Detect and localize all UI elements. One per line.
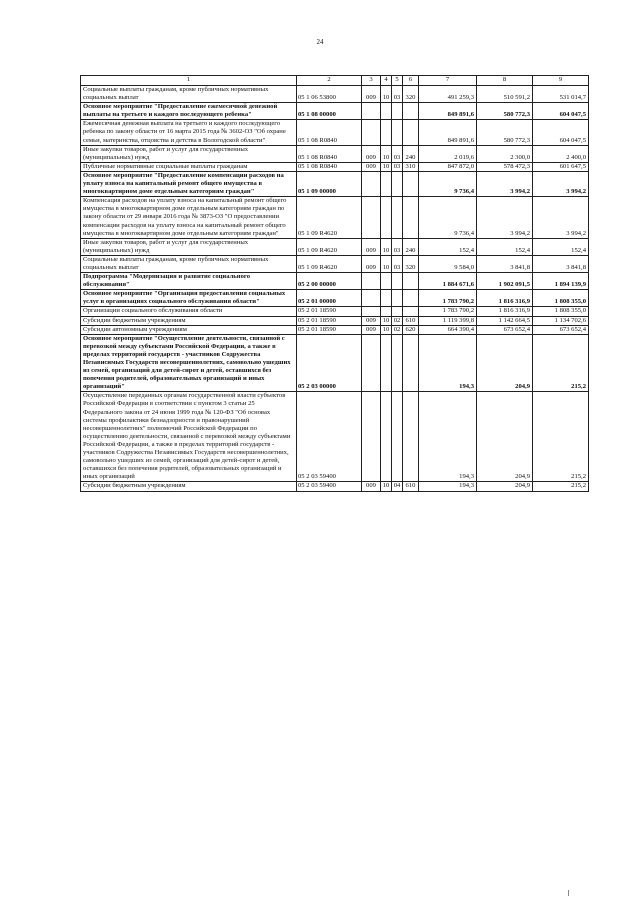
row-year1-cell: 1 884 671,6	[419, 273, 477, 290]
row-year3-cell: 604 047,5	[533, 120, 589, 145]
row-year1-cell: 664 390,4	[419, 325, 477, 334]
row-rz-cell: 10	[381, 238, 392, 255]
row-csr-cell: 05 2 00 00000	[297, 273, 362, 290]
row-name-cell: Основное мероприятие "Предоставление компенсации расходов на уплату взноса на капитальный ремонт общего имущества в многоквартирном доме отдельным категориям граждан"	[81, 171, 297, 196]
row-year1-cell: 1 119 399,8	[419, 316, 477, 325]
table-row	[81, 392, 589, 482]
row-grbs-cell: 009	[362, 482, 381, 491]
row-year2-cell: 580 772,3	[477, 103, 533, 120]
header-cell: 5	[392, 76, 403, 86]
row-year3-cell: 673 652,4	[533, 325, 589, 334]
row-year1-cell: 9 736,4	[419, 197, 477, 238]
row-vr-cell: 620	[403, 325, 419, 334]
row-vr-cell	[403, 273, 419, 290]
row-pr-cell	[392, 171, 403, 196]
row-vr-cell	[403, 103, 419, 120]
row-csr-cell: 05 1 09 00000	[297, 171, 362, 196]
row-year2-cell: 578 472,3	[477, 162, 533, 171]
row-year3-cell: 601 647,5	[533, 162, 589, 171]
table-row	[81, 255, 589, 272]
row-csr-cell: 05 2 03 59400	[297, 392, 362, 482]
row-pr-cell: 02	[392, 316, 403, 325]
row-csr-cell: 05 1 09 R4620	[297, 255, 362, 272]
row-rz-cell	[381, 197, 392, 238]
table-row	[81, 197, 589, 238]
row-year2-cell: 1 142 664,5	[477, 316, 533, 325]
row-pr-cell: 02	[392, 325, 403, 334]
row-csr-cell: 05 1 06 53800	[297, 86, 362, 103]
table-row	[81, 238, 589, 255]
row-year2-cell: 204,9	[477, 392, 533, 482]
row-name-cell: Публичные нормативные социальные выплаты гражданам	[81, 162, 297, 171]
row-csr-cell: 05 2 01 18590	[297, 325, 362, 334]
row-rz-cell	[381, 307, 392, 316]
row-rz-cell	[381, 103, 392, 120]
table-row	[81, 273, 589, 290]
table-row	[81, 103, 589, 120]
row-pr-cell	[392, 290, 403, 307]
row-vr-cell: 610	[403, 482, 419, 491]
row-year1-cell: 194,3	[419, 334, 477, 392]
row-name-cell: Основное мероприятие "Предоставление ежемесячной денежной выплаты на третьего и каждого последующего ребенка"	[81, 103, 297, 120]
row-year3-cell: 3 994,2	[533, 171, 589, 196]
row-grbs-cell: 009	[362, 238, 381, 255]
row-csr-cell: 05 2 01 00000	[297, 290, 362, 307]
table-row	[81, 171, 589, 196]
row-rz-cell	[381, 392, 392, 482]
row-grbs-cell	[362, 273, 381, 290]
row-year2-cell: 1 816 316,9	[477, 307, 533, 316]
row-year1-cell: 1 783 790,2	[419, 307, 477, 316]
row-year1-cell: 152,4	[419, 238, 477, 255]
row-grbs-cell: 009	[362, 316, 381, 325]
table-row	[81, 316, 589, 325]
row-rz-cell: 10	[381, 316, 392, 325]
row-vr-cell	[403, 290, 419, 307]
row-pr-cell	[392, 197, 403, 238]
row-grbs-cell: 009	[362, 86, 381, 103]
row-vr-cell	[403, 197, 419, 238]
header-cell: 2	[297, 76, 362, 86]
row-rz-cell	[381, 290, 392, 307]
row-pr-cell: 03	[392, 238, 403, 255]
row-year2-cell: 580 772,3	[477, 120, 533, 145]
row-pr-cell	[392, 120, 403, 145]
row-name-cell: Иные закупки товаров, работ и услуг для государственных (муниципальных) нужд	[81, 238, 297, 255]
row-year3-cell: 3 994,2	[533, 197, 589, 238]
row-year2-cell: 2 300,0	[477, 145, 533, 162]
row-year3-cell: 604 047,5	[533, 103, 589, 120]
row-grbs-cell	[362, 171, 381, 196]
row-year3-cell: 531 014,7	[533, 86, 589, 103]
row-year3-cell: 215,2	[533, 334, 589, 392]
row-csr-cell: 05 1 08 R0840	[297, 145, 362, 162]
row-pr-cell: 03	[392, 145, 403, 162]
header-cell: 9	[533, 76, 589, 86]
row-rz-cell: 10	[381, 145, 392, 162]
row-name-cell: Субсидии бюджетным учреждениям	[81, 482, 297, 491]
row-grbs-cell	[362, 197, 381, 238]
header-cell: 6	[403, 76, 419, 86]
row-vr-cell	[403, 307, 419, 316]
row-rz-cell: 10	[381, 86, 392, 103]
row-name-cell: Субсидии автономным учреждениям	[81, 325, 297, 334]
row-year2-cell: 204,9	[477, 482, 533, 491]
row-pr-cell	[392, 392, 403, 482]
row-rz-cell: 10	[381, 325, 392, 334]
row-vr-cell: 320	[403, 86, 419, 103]
row-year1-cell: 9 584,0	[419, 255, 477, 272]
row-grbs-cell	[362, 120, 381, 145]
row-name-cell: Подпрограмма "Модернизация и развитие социального обслуживания"	[81, 273, 297, 290]
row-name-cell: Осуществление переданных органам государственной власти субъектов Российской Федерации в соответствии с пунктом 3 статьи 25 Федерального закона от 24 июня 1999 года № 120-ФЗ "Об основах системы профилактики безнадзорности и правонарушений несовершеннолетних" полномочий Российской Федерации по осуществлению деятельности, связанной с перевозкой между субъектами Российской Федерации, а также в пределах территорий государств - участников Содружества Независимых Государств несовершеннолетних, самовольно ушедших из семей, организаций для детей-сирот и детей, оставшихся без попечения родителей, образовательных организаций и иных организаций	[81, 392, 297, 482]
row-name-cell: Компенсация расходов на уплату взноса на капитальный ремонт общего имущества в многоквартирном доме отдельным категориям граждан по закону области от 29 января 2016 года № 3873-ОЗ "О предоставлении компенсации расходов на уплату взноса на капитальный ремонт общего имущества в многоквартирном доме отдельным категориям граждан"	[81, 197, 297, 238]
row-name-cell: Субсидии бюджетным учреждениям	[81, 316, 297, 325]
table-row	[81, 162, 589, 171]
row-grbs-cell: 009	[362, 162, 381, 171]
row-rz-cell	[381, 273, 392, 290]
row-grbs-cell: 009	[362, 145, 381, 162]
row-year1-cell: 9 736,4	[419, 171, 477, 196]
row-grbs-cell: 009	[362, 255, 381, 272]
row-pr-cell	[392, 273, 403, 290]
table-row	[81, 120, 589, 145]
row-year1-cell: 847 872,0	[419, 162, 477, 171]
row-pr-cell	[392, 103, 403, 120]
header-cell: 4	[381, 76, 392, 86]
row-year1-cell: 194,3	[419, 482, 477, 491]
row-vr-cell: 610	[403, 316, 419, 325]
row-year1-cell: 2 019,6	[419, 145, 477, 162]
row-year3-cell: 1 808 355,0	[533, 307, 589, 316]
row-pr-cell: 04	[392, 482, 403, 491]
row-year2-cell: 1 902 091,5	[477, 273, 533, 290]
header-cell: 7	[419, 76, 477, 86]
row-grbs-cell	[362, 334, 381, 392]
row-year3-cell: 152,4	[533, 238, 589, 255]
row-grbs-cell: 009	[362, 325, 381, 334]
row-year2-cell: 3 841,8	[477, 255, 533, 272]
row-year3-cell: 2 400,0	[533, 145, 589, 162]
row-rz-cell	[381, 120, 392, 145]
row-year2-cell: 204,9	[477, 334, 533, 392]
row-year3-cell: 3 841,8	[533, 255, 589, 272]
row-year2-cell: 1 816 316,9	[477, 290, 533, 307]
row-year2-cell: 152,4	[477, 238, 533, 255]
row-vr-cell	[403, 171, 419, 196]
row-grbs-cell	[362, 290, 381, 307]
row-name-cell: Иные закупки товаров, работ и услуг для государственных (муниципальных) нужд	[81, 145, 297, 162]
margin-mark	[568, 890, 569, 896]
page-number: 24	[316, 38, 324, 46]
row-rz-cell	[381, 171, 392, 196]
row-csr-cell: 05 1 08 00000	[297, 103, 362, 120]
table-header-row	[81, 76, 589, 86]
row-year3-cell: 215,2	[533, 482, 589, 491]
row-year1-cell: 1 783 790,2	[419, 290, 477, 307]
table-row	[81, 86, 589, 103]
row-csr-cell: 05 2 01 18590	[297, 307, 362, 316]
row-grbs-cell	[362, 103, 381, 120]
row-vr-cell: 310	[403, 162, 419, 171]
row-grbs-cell	[362, 392, 381, 482]
header-cell: 1	[81, 76, 297, 86]
row-rz-cell: 10	[381, 482, 392, 491]
row-vr-cell: 320	[403, 255, 419, 272]
budget-table	[80, 75, 589, 492]
header-cell: 3	[362, 76, 381, 86]
row-vr-cell: 240	[403, 145, 419, 162]
row-name-cell: Организации социального обслуживания области	[81, 307, 297, 316]
row-vr-cell	[403, 334, 419, 392]
row-grbs-cell	[362, 307, 381, 316]
row-vr-cell	[403, 120, 419, 145]
row-year3-cell: 1 134 702,6	[533, 316, 589, 325]
row-year3-cell: 215,2	[533, 392, 589, 482]
row-pr-cell	[392, 307, 403, 316]
row-pr-cell: 03	[392, 162, 403, 171]
row-rz-cell	[381, 334, 392, 392]
row-pr-cell	[392, 334, 403, 392]
row-csr-cell: 05 2 03 59400	[297, 482, 362, 491]
row-csr-cell: 05 2 01 18590	[297, 316, 362, 325]
row-pr-cell: 03	[392, 255, 403, 272]
row-year2-cell: 510 591,2	[477, 86, 533, 103]
table-row	[81, 482, 589, 491]
row-csr-cell: 05 1 09 R4620	[297, 197, 362, 238]
row-name-cell: Ежемесячная денежная выплата на третьего и каждого последующего ребенка по закону области от 16 марта 2015 года № 3602-ОЗ "Об охране семьи, материнства, отцовства и детства в Вологодской области"	[81, 120, 297, 145]
row-rz-cell: 10	[381, 162, 392, 171]
row-name-cell: Основное мероприятие "Организация предоставления социальных услуг в организациях социального обслуживания области"	[81, 290, 297, 307]
row-year3-cell: 1 808 355,0	[533, 290, 589, 307]
table-body	[81, 76, 589, 492]
row-vr-cell: 240	[403, 238, 419, 255]
table-row	[81, 334, 589, 392]
row-name-cell: Социальные выплаты гражданам, кроме публичных нормативных социальных выплат	[81, 86, 297, 103]
row-csr-cell: 05 1 08 R0840	[297, 162, 362, 171]
row-year1-cell: 491 259,3	[419, 86, 477, 103]
row-year2-cell: 3 994,2	[477, 197, 533, 238]
row-rz-cell: 10	[381, 255, 392, 272]
row-csr-cell: 05 1 09 R4620	[297, 238, 362, 255]
table-row	[81, 307, 589, 316]
header-cell: 8	[477, 76, 533, 86]
row-year1-cell: 849 891,6	[419, 120, 477, 145]
table-row	[81, 290, 589, 307]
row-year1-cell: 194,3	[419, 392, 477, 482]
row-pr-cell: 03	[392, 86, 403, 103]
row-vr-cell	[403, 392, 419, 482]
row-csr-cell: 05 1 08 R0840	[297, 120, 362, 145]
row-year2-cell: 3 994,2	[477, 171, 533, 196]
row-name-cell: Основное мероприятие "Осуществление деятельности, связанной с перевозкой между субъектами Российской Федерации, а также в пределах территорий государств - участников Содружества Независимых Государств несовершеннолетних, самовольно ушедших из семей, организаций для детей-сирот и детей, оставшихся без попечения родителей, образовательных организаций и иных организаций"	[81, 334, 297, 392]
table-row	[81, 145, 589, 162]
row-csr-cell: 05 2 03 00000	[297, 334, 362, 392]
row-name-cell: Социальные выплаты гражданам, кроме публичных нормативных социальных выплат	[81, 255, 297, 272]
row-year2-cell: 673 652,4	[477, 325, 533, 334]
row-year1-cell: 849 891,6	[419, 103, 477, 120]
table-row	[81, 325, 589, 334]
row-year3-cell: 1 894 139,9	[533, 273, 589, 290]
